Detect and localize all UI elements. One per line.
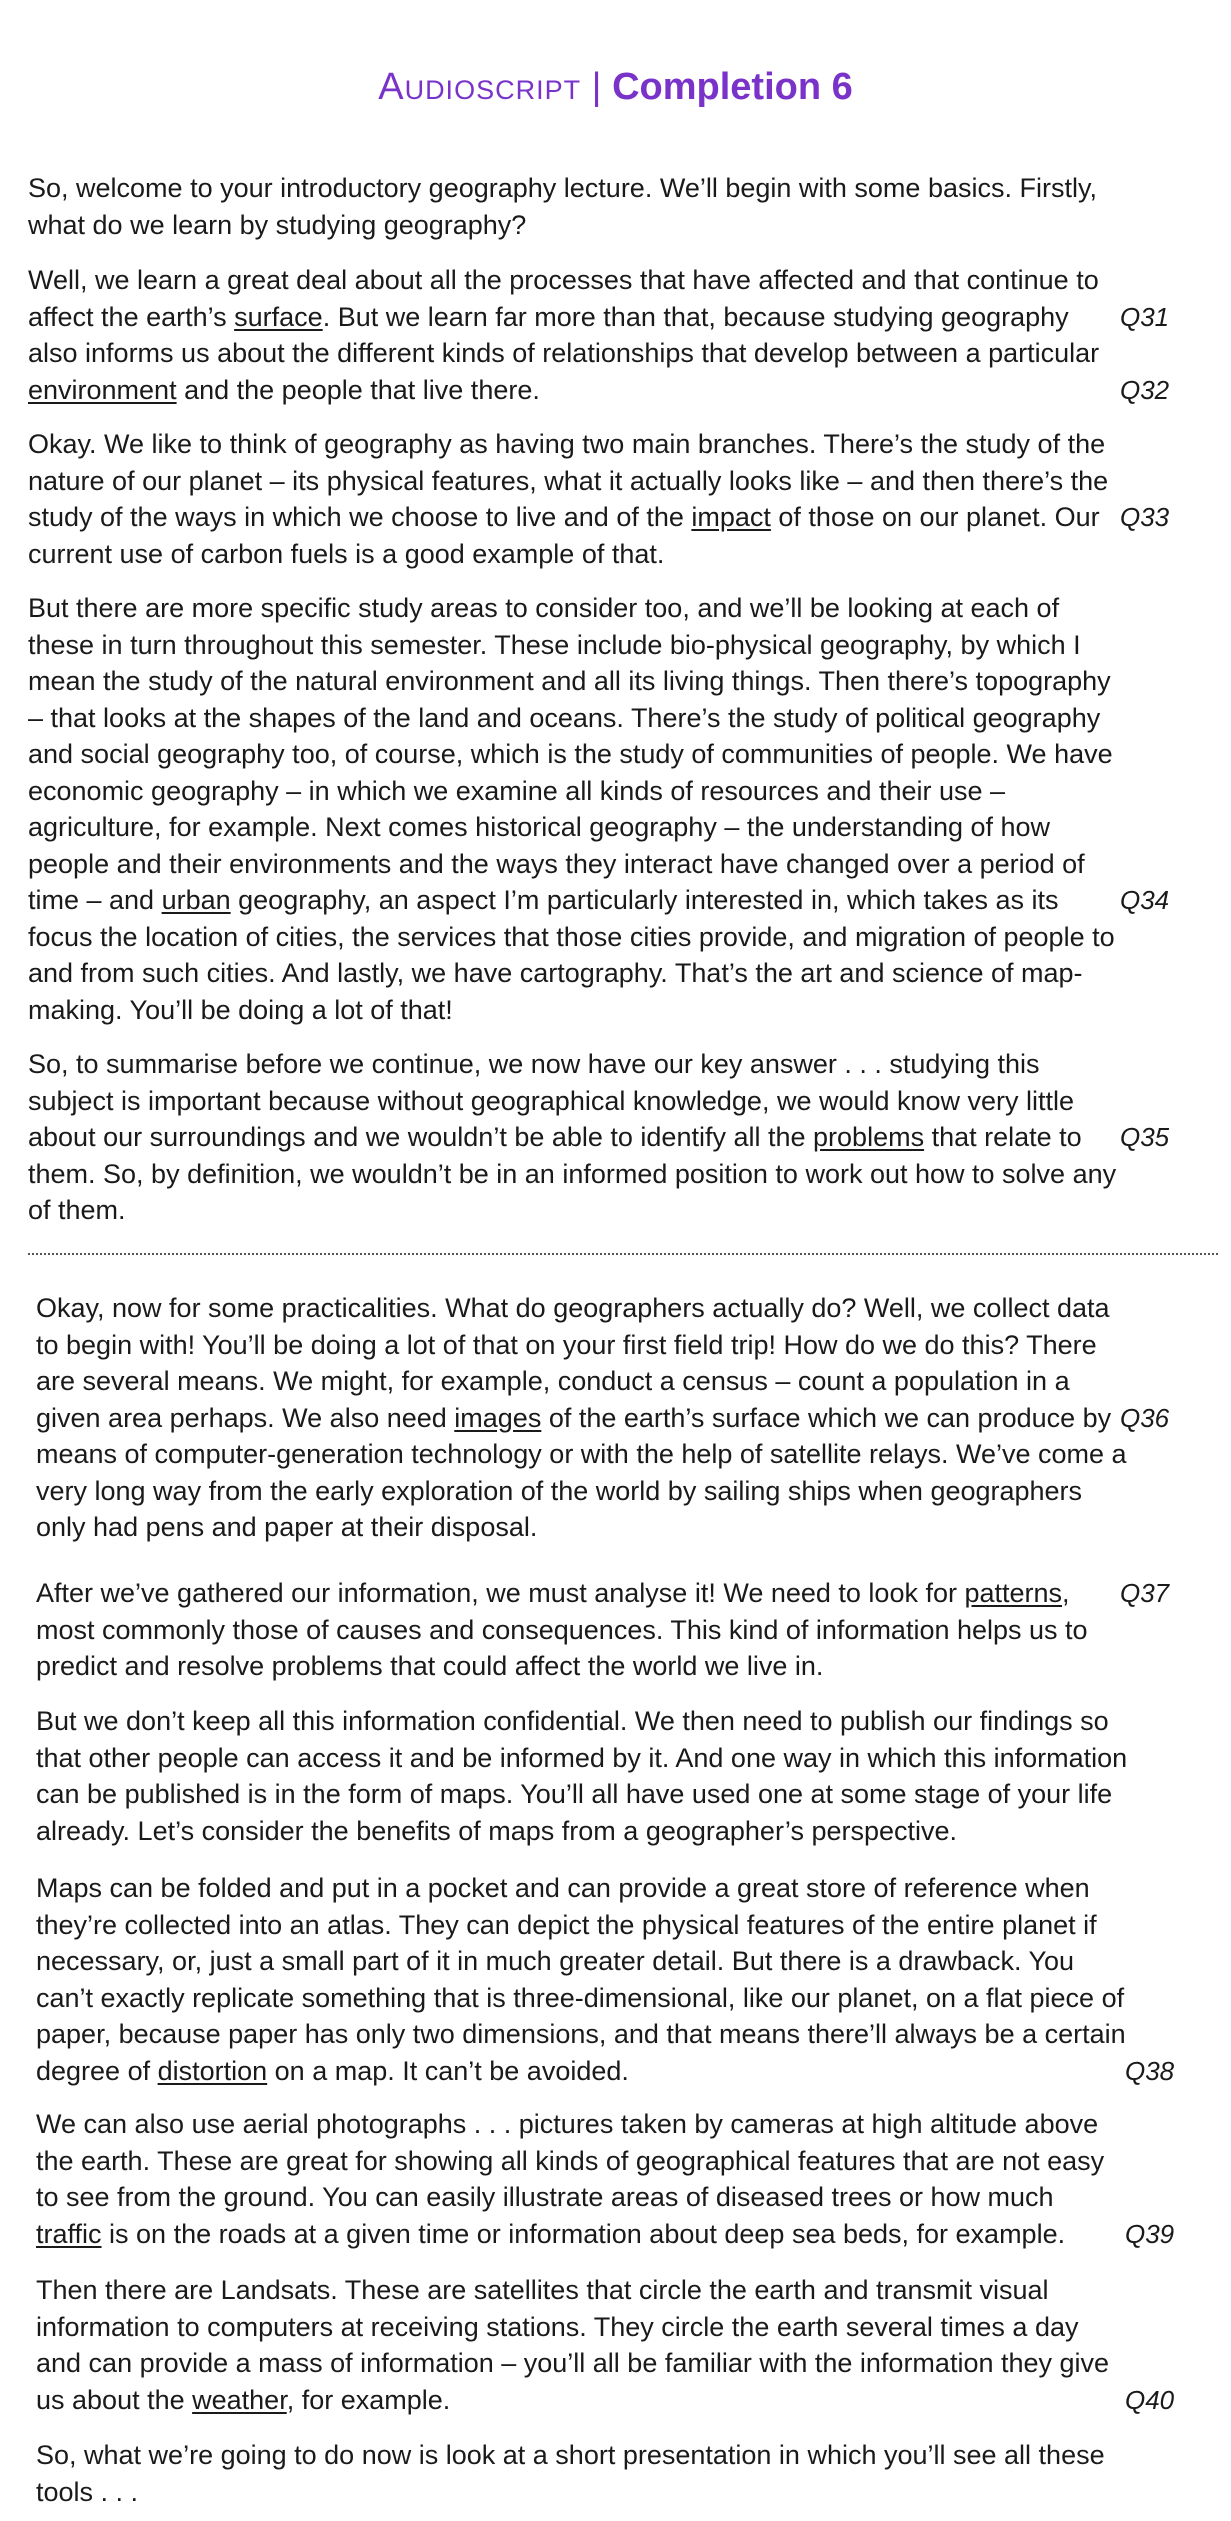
text-line: and social geography too, of course, which is the study of communities of people. We have xyxy=(28,739,1113,769)
text-line: them. So, by definition, we wouldn’t be in an informed position to work out how to solve any xyxy=(28,1158,1117,1189)
paragraph-4 xyxy=(28,590,1170,1028)
text-line: predict and resolve problems that could affect the world we live in. xyxy=(36,1651,824,1681)
text-line: current use of carbon fuels is a good example of that. xyxy=(28,538,665,569)
text-line: people and their environments and the ways they interact have changed over a period of xyxy=(28,848,1085,879)
paragraph-2 xyxy=(28,262,1170,408)
text-line: focus the location of cities, the services that those cities provide, and migration of people to xyxy=(28,921,1115,952)
text-line: these in turn throughout this semester. These include bio-physical geography, by which I xyxy=(28,629,1081,660)
text-line: about our surroundings and we wouldn’t be able to identify all the problems that relate to Q35 xyxy=(28,1119,1128,1156)
text-line: the earth. These are great for showing all kinds of geographical features that are not easy xyxy=(36,2145,1105,2176)
text-line: most commonly those of causes and consequences. This kind of information helps us to xyxy=(36,1614,1088,1645)
title-completion: Completion 6 xyxy=(612,66,853,108)
answer-word-q38: distortion xyxy=(157,2055,268,2086)
question-label-q38: Q38 xyxy=(1125,2055,1175,2086)
text-line: very long way from the early exploration of the world by sailing ships when geographers xyxy=(36,1475,1083,1506)
text-line: agriculture, for example. Next comes historical geography – the understanding of how xyxy=(28,812,1051,842)
text-line: environment and the people that live there. Q32 xyxy=(28,372,1128,409)
text-line: tools . . . xyxy=(36,2476,139,2507)
text-line: But we don’t keep all this information confidential. We then need to publish our findings so xyxy=(36,1706,1109,1736)
text-line: us about the weather, for example. Q40 xyxy=(36,2382,1136,2419)
text-line: given area perhaps. We also need images of the earth’s surface which we can produce by Q36 xyxy=(36,1400,1136,1437)
text-line: We can also use aerial photographs . . . pictures taken by cameras at high altitude above xyxy=(36,2109,1099,2139)
text-line: what do we learn by studying geography? xyxy=(28,209,527,240)
text-line: also informs us about the different kinds of relationships that develop between a particular xyxy=(28,338,1100,368)
paragraph-10 xyxy=(36,2106,1175,2252)
answer-word-q34: urban xyxy=(161,885,231,915)
answer-word-q36: images xyxy=(454,1402,542,1433)
section-divider xyxy=(28,1253,1218,1255)
title-separator: | xyxy=(581,66,613,108)
text-line: means of computer-generation technology or with the help of satellite relays. We’ve come a xyxy=(36,1439,1127,1469)
text-line: that other people can access it and be informed by it. And one way in which this information xyxy=(36,1742,1128,1773)
answer-word-q31: surface xyxy=(234,301,323,332)
text-line: can’t exactly replicate something that is three-dimensional, like our planet, on a flat piece of xyxy=(36,1982,1125,2013)
text-line: – that looks at the shapes of the land and oceans. There’s the study of political geography xyxy=(28,702,1101,733)
paragraph-7 xyxy=(36,1575,1170,1685)
text-line: necessary, or, just a small part of it in much greater detail. But there is a drawback. You xyxy=(36,1946,1075,1976)
text-line: to begin with! You’ll be doing a lot of that on your first field trip! How do we do this? There xyxy=(36,1329,1097,1360)
question-label-q31: Q31 xyxy=(1120,301,1170,332)
text-line: of them. xyxy=(28,1195,126,1225)
text-line: paper, because paper has only two dimensions, and that means there’ll always be a certain xyxy=(36,2019,1126,2049)
text-line: Well, we learn a great deal about all the processes that have affected and that continue to xyxy=(28,265,1099,295)
answer-word-q33: impact xyxy=(691,502,771,532)
text-line: But there are more specific study areas to consider too, and we’ll be looking at each of xyxy=(28,593,1060,623)
text-line: Okay, now for some practicalities. What do geographers actually do? Well, we collect data xyxy=(36,1293,1110,1323)
text-line: are several means. We might, for example, conduct a census – count a population in a xyxy=(36,1366,1070,1396)
text-line: nature of our planet – its physical features, what it actually looks like – and then there’s the xyxy=(28,465,1109,496)
text-line: So, to summarise before we continue, we now have our key answer . . . studying this xyxy=(28,1049,1040,1079)
text-line: to see from the ground. You can easily illustrate areas of diseased trees or how much xyxy=(36,2182,1054,2212)
question-label-q32: Q32 xyxy=(1120,374,1170,405)
answer-word-q32: environment xyxy=(28,374,177,405)
question-label-q40: Q40 xyxy=(1125,2384,1175,2415)
text-line: only had pens and paper at their disposal. xyxy=(36,1512,538,1542)
text-line: So, welcome to your introductory geography lecture. We’ll begin with some basics. Firstly, xyxy=(28,173,1097,203)
text-line: traffic is on the roads at a given time or information about deep sea beds, for example. Q39 xyxy=(36,2216,1136,2253)
text-line: subject is important because without geographical knowledge, we would know very little xyxy=(28,1085,1075,1116)
paragraph-12 xyxy=(36,2437,1136,2510)
text-line: Okay. We like to think of geography as having two main branches. There’s the study of the xyxy=(28,429,1106,459)
question-label-q35: Q35 xyxy=(1120,1122,1170,1152)
question-label-q39: Q39 xyxy=(1125,2218,1175,2249)
answer-word-q39: traffic xyxy=(36,2218,102,2249)
paragraph-11 xyxy=(36,2272,1175,2418)
title-audioscript: Audioscript xyxy=(378,66,582,108)
question-label-q37: Q37 xyxy=(1120,1578,1170,1608)
answer-word-q40: weather xyxy=(192,2384,287,2415)
text-line: After we’ve gathered our information, we must analyse it! We need to look for patterns, Q37 xyxy=(36,1575,1136,1612)
text-line: time – and urban geography, an aspect I’m particularly interested in, which takes as its Q34 xyxy=(28,882,1128,919)
answer-word-q35: problems xyxy=(813,1122,925,1152)
paragraph-9 xyxy=(36,1870,1175,2089)
text-line: study of the ways in which we choose to live and of the impact of those on our planet. Our Q33 xyxy=(28,499,1128,536)
text-line: So, what we’re going to do now is look at a short presentation in which you’ll see all these xyxy=(36,2440,1105,2470)
text-line: already. Let’s consider the benefits of maps from a geographer’s perspective. xyxy=(36,1815,958,1846)
text-line: Maps can be folded and put in a pocket and can provide a great store of reference when xyxy=(36,1873,1090,1903)
question-label-q36: Q36 xyxy=(1120,1402,1170,1433)
paragraph-3 xyxy=(28,426,1170,572)
paragraph-8 xyxy=(36,1703,1136,1849)
text-line: economic geography – in which we examine all kinds of resources and their use – xyxy=(28,775,1006,806)
text-line: information to computers at receiving stations. They circle the earth several times a day xyxy=(36,2311,1079,2342)
paragraph-5 xyxy=(28,1046,1170,1229)
text-line: and can provide a mass of information – you’ll all be familiar with the information they give xyxy=(36,2348,1110,2378)
text-line: making. You’ll be doing a lot of that! xyxy=(28,994,453,1025)
text-line: mean the study of the natural environment and all its living things. Then there’s topography xyxy=(28,666,1111,696)
question-label-q34: Q34 xyxy=(1120,885,1170,915)
text-line: degree of distortion on a map. It can’t be avoided. Q38 xyxy=(36,2053,1136,2090)
text-line: Then there are Landsats. These are satellites that circle the earth and transmit visual xyxy=(36,2275,1049,2305)
question-label-q33: Q33 xyxy=(1120,502,1170,532)
paragraph-1 xyxy=(28,170,1128,243)
page-title xyxy=(0,62,1231,112)
paragraph-6 xyxy=(36,1290,1170,1546)
text-line: affect the earth’s surface. But we learn far more than that, because studying geography Q31 xyxy=(28,299,1128,336)
answer-word-q37: patterns xyxy=(964,1578,1063,1608)
text-line: and from such cities. And lastly, we have cartography. That’s the art and science of map- xyxy=(28,958,1083,988)
text-line: can be published is in the form of maps. You’ll all have used one at some stage of your life xyxy=(36,1779,1113,1809)
text-line: they’re collected into an atlas. They can depict the physical features of the entire planet if xyxy=(36,1909,1097,1940)
